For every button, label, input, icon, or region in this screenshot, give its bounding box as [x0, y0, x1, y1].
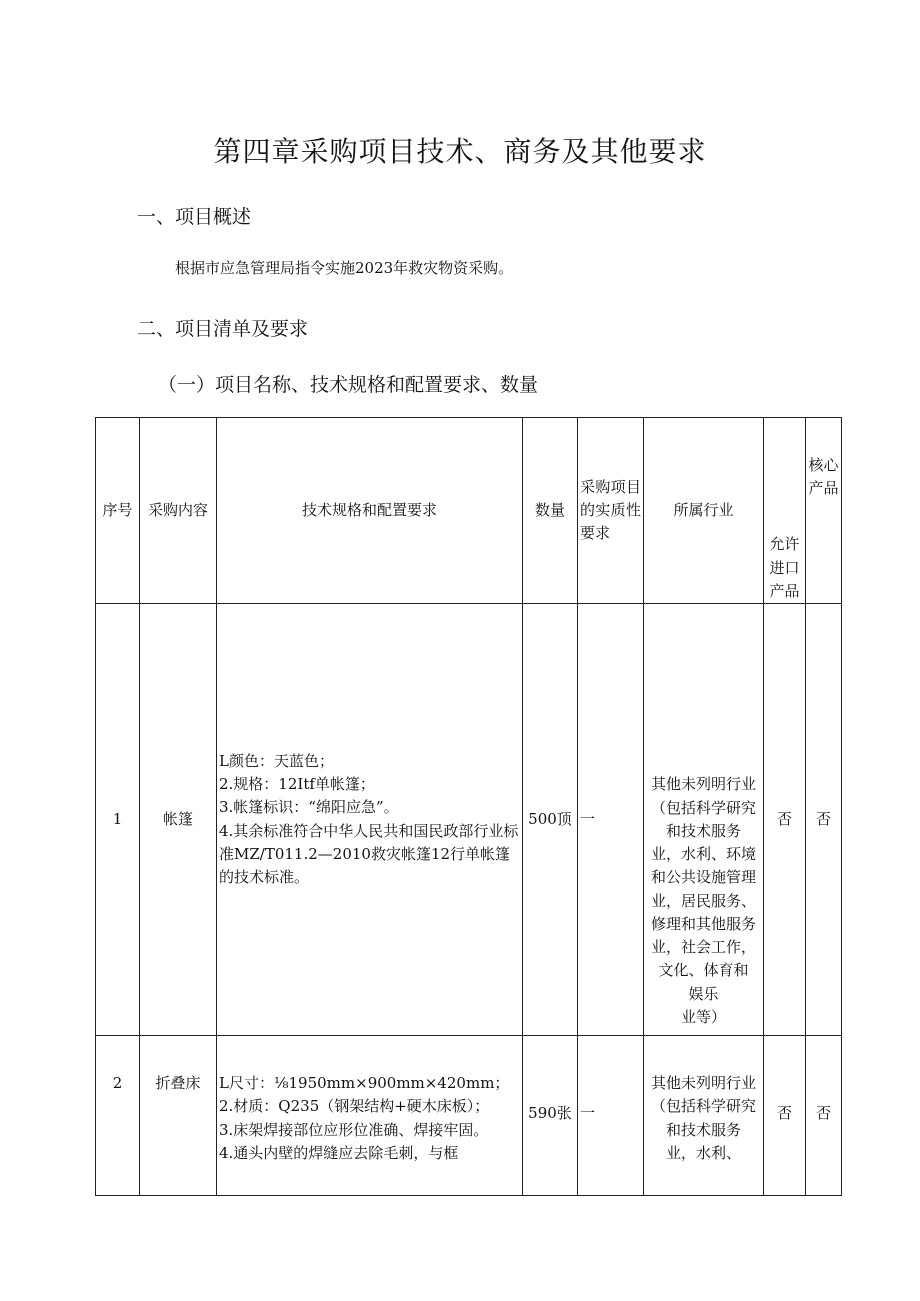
overview-paragraph: 根据市应急管理局指令实施2023年救灾物资采购。 [175, 259, 514, 277]
section-heading-list: 二、项目清单及要求 [137, 318, 309, 340]
row-qty: 500顶 [523, 604, 578, 1036]
row-content: 折叠床 [140, 1036, 217, 1196]
row-spec [217, 1036, 523, 1196]
header-spec: 技术规格和配置要求 [217, 418, 523, 604]
row-essential: 一 [578, 1036, 644, 1196]
row-core: 否 [806, 1036, 842, 1196]
row-essential: 一 [578, 604, 644, 1036]
row-industry: 其他未列明行业 （包括科学研究 和技术服务 业，水利、 [644, 1036, 764, 1196]
subsection-heading: （一）项目名称、技术规格和配置要求、数量 [158, 374, 539, 396]
row-seq: 2 [96, 1036, 140, 1196]
row-core: 否 [806, 604, 842, 1036]
procurement-table [95, 417, 842, 1196]
spec-line: 4.其余标准符合中华人民共和国民政部行业标准MZ/T011.2—2010救灾帐篷12行单帐篷的技术标准。 [219, 821, 519, 886]
header-import: 允许进口产品 [764, 418, 806, 604]
spec-line: 2.材质：Q235（钢架结构+硬木床板）； [219, 1097, 490, 1116]
header-essential: 采购项目的实质性要求 [578, 418, 644, 604]
spec-line: L尺寸：⅛1950mm×900mm×420mm； [219, 1074, 510, 1092]
row-import: 否 [764, 604, 806, 1036]
row-content: 帐篷 [140, 604, 217, 1036]
row-qty: 590张 [523, 1036, 578, 1196]
header-content: 采购内容 [140, 418, 217, 604]
row-spec [217, 604, 523, 1036]
row-industry: 其他未列明行业 （包括科学研究 和技术服务 业，水利、环境 和公共设施管理 业，居民服务、 修理和其他服务 业，社会工作， 文化、体育和 娱乐 业等） [644, 604, 764, 1036]
header-industry: 所属行业 [644, 418, 764, 604]
row-import: 否 [764, 1036, 806, 1196]
table-header-row [96, 418, 842, 604]
table-row [96, 1036, 842, 1196]
section-heading-overview: 一、项目概述 [137, 206, 252, 228]
spec-line: L颜色：天蓝色； [219, 751, 334, 770]
header-seq: 序号 [96, 418, 140, 604]
row-seq: 1 [96, 604, 140, 1036]
chapter-title: 第四章采购项目技术、商务及其他要求 [213, 135, 707, 168]
table-row [96, 604, 842, 1036]
spec-line: 3.床架焊接部位应形位准确、焊接牢固。 [219, 1120, 489, 1139]
header-qty: 数量 [523, 418, 578, 604]
header-core: 核心产品 [806, 418, 842, 604]
spec-line: 2.规格：12Itf单帐篷； [219, 775, 375, 793]
spec-line: 4.通头内壁的焊缝应去除毛刺，与框 [219, 1143, 459, 1162]
spec-line: 3.帐篷标识：“绵阳应急”。 [219, 798, 399, 817]
